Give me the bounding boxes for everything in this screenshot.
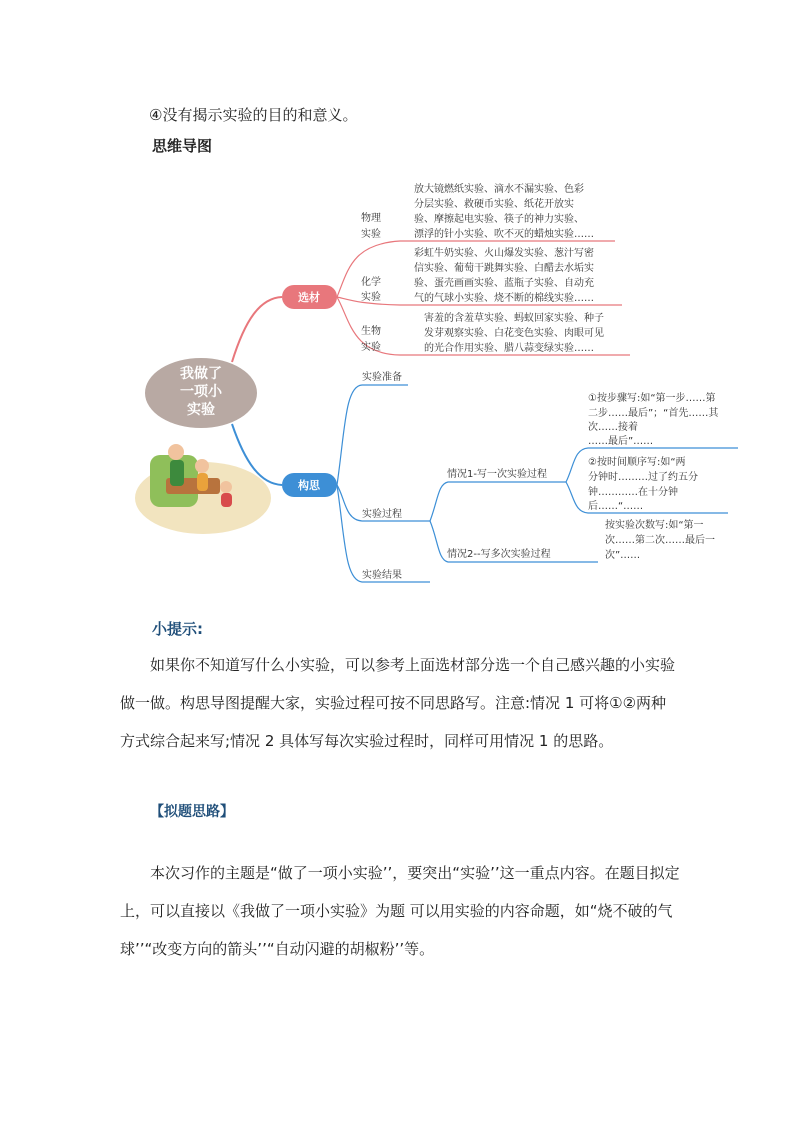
- bio-label-2: 实验: [361, 342, 381, 353]
- physics-desc-2: 分层实验、救硬币实验、纸花开放实: [414, 199, 574, 210]
- kids-experiment-illustration: [135, 444, 271, 534]
- tips-paragraph: 如果你不知道写什么小实验，可以参考上面选材部分选一个自己感兴趣的小实验做一做。构思导图提醒大家，实验过程可按不同思路写。注意:情况 1 可将①②两种方式综合起来写;情况 2 具体写每次实验过程时，同样可用情况 1 的思路。: [120, 656, 676, 750]
- bio-desc-3: 的光合作用实验、腊八蒜变绿实验……: [424, 343, 594, 354]
- case1-opt1-2: 二步……最后”；“首先……其: [588, 408, 719, 419]
- chem-desc-4: 气的气球小实验、烧不断的棉线实验……: [414, 293, 594, 304]
- idea-paragraph: 本次习作的主题是“做了一项小实验’’，要突出“实验’’这一重点内容。在题目拟定上，可以直接以《我做了一项小实验》为题 可以用实验的内容命题，如“烧不破的气球’’“改变方向的箭头’’“自动闪避的胡椒粉’’等。: [120, 864, 680, 958]
- physics-desc-4: 漂浮的针小实验、吹不灭的蜡烛实验……: [414, 229, 594, 240]
- node-xuancai-text: 选材: [298, 291, 320, 304]
- mindmap-title: 思维导图: [152, 137, 213, 155]
- connector-xuancai: [232, 297, 282, 362]
- gousi-result: 实验结果: [362, 570, 402, 581]
- chem-label-2: 实验: [361, 292, 381, 303]
- case2-desc-1: 按实验次数写:如“第一: [605, 520, 704, 531]
- gousi-process: 实验过程: [362, 509, 402, 520]
- gousi-prep: 实验准备: [362, 372, 402, 383]
- connector-case1: [430, 482, 566, 521]
- connector-result: [337, 485, 430, 582]
- case1-label: 情况1-写一次实验过程: [447, 469, 547, 480]
- chem-desc-2: 信实验、葡萄干跳舞实验、白醋去水垢实: [414, 263, 594, 274]
- connector-prep: [337, 385, 408, 485]
- case1-opt2-4: 后……“……: [588, 501, 644, 512]
- tips-title: 小提示:: [152, 620, 203, 638]
- case1-opt2-2: 分钟时………过了约五分: [588, 472, 698, 483]
- idea-title: 【拟题思路】: [150, 804, 234, 820]
- physics-desc-3: 验、摩擦起电实验、筷子的神力实验、: [414, 214, 584, 225]
- case1-opt1-1: ①按步骤写:如“第一步……第: [588, 393, 716, 404]
- node-gousi-text: 构思: [298, 479, 320, 492]
- case1-opt2-3: 钟…………在十分钟: [588, 487, 678, 498]
- case1-opt1-3: 次……接着: [588, 422, 638, 433]
- case2-desc-3: 次”……: [605, 550, 641, 561]
- physics-desc-1: 放大镜燃纸实验、滴水不漏实验、色彩: [414, 184, 584, 195]
- bio-desc-2: 发芽观察实验、白花变色实验、肉眼可见: [424, 328, 604, 339]
- case1-opt2-1: ②按时间顺序写:如“两: [588, 457, 686, 468]
- chem-desc-3: 验、蛋壳画画实验、蓝瓶子实验、自动充: [414, 278, 594, 289]
- case2-desc-2: 次……第二次……最后一: [605, 535, 715, 546]
- list-item-4: ④没有揭示实验的目的和意义。: [149, 106, 358, 124]
- physics-label-1: 物理: [361, 213, 381, 224]
- root-text-3: 实验: [187, 402, 215, 418]
- bio-desc-1: 害羞的含羞草实验、蚂蚁回家实验、种子: [424, 313, 604, 324]
- root-text-1: 我做了: [180, 366, 222, 382]
- case1-opt1-4: ……最后”……: [588, 436, 654, 447]
- root-text-2: 一项小: [180, 384, 222, 400]
- case2-label: 情况2--写多次实验过程: [447, 549, 551, 560]
- chem-desc-1: 彩虹牛奶实验、火山爆发实验、葱汁写密: [414, 248, 594, 259]
- bio-label-1: 生物: [361, 326, 381, 337]
- physics-label-2: 实验: [361, 229, 381, 240]
- chem-label-1: 化学: [361, 277, 381, 288]
